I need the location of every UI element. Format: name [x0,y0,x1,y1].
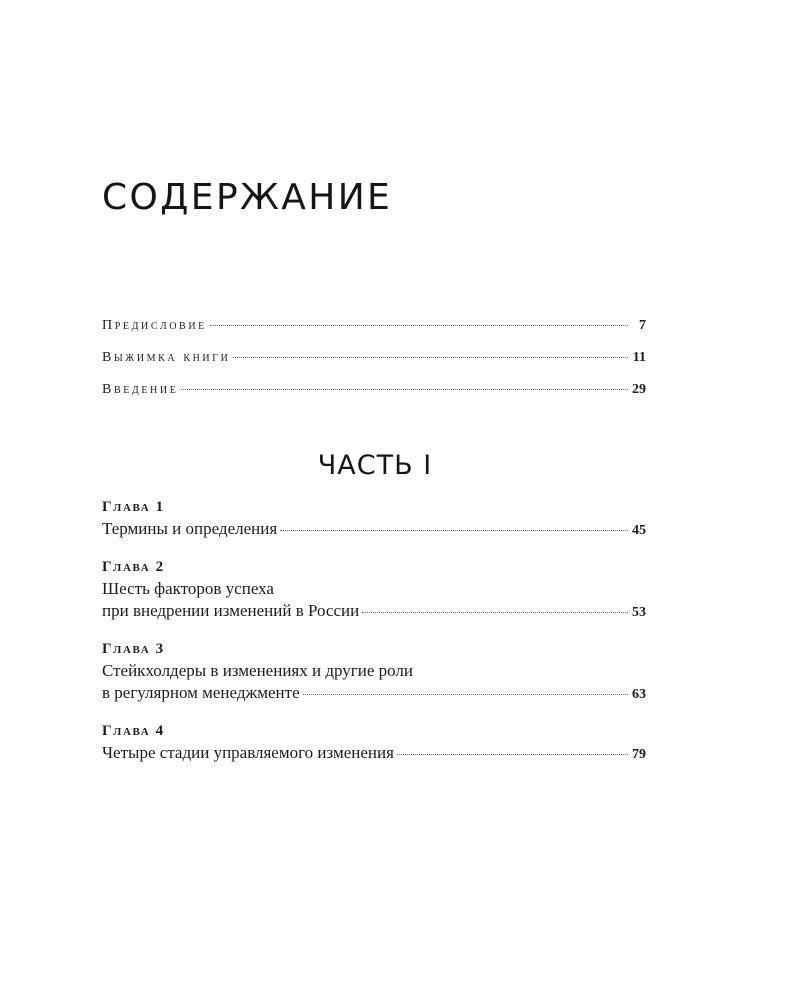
toc-entry-summary [102,350,646,382]
toc-entry-preface [102,318,646,350]
front-matter-list [102,318,646,414]
dot-leader [362,612,628,613]
toc-page-number: 53 [632,605,646,620]
dot-leader [303,694,628,695]
chapter-title-row [102,682,646,706]
chapter-title-row [102,600,646,624]
chapter-list [102,496,646,780]
dot-leader [280,530,628,531]
toc-entry-label: Выжимка книги [102,350,231,365]
chapter-title: Стейкхолдеры в изменениях и другие роли [102,661,413,680]
toc-page-number: 7 [639,318,646,333]
chapter-title: Шесть факторов успеха [102,579,274,598]
dot-leader [181,389,628,390]
toc-page-number: 29 [632,382,646,397]
chapter-title-row [102,518,646,542]
part-title: ЧАСТЬ I [317,450,433,481]
chapter-entry-1 [102,496,646,542]
toc-page-number: 11 [632,350,646,365]
dot-leader [210,325,628,326]
toc-heading: СОДЕРЖАНИЕ [102,177,393,218]
chapter-label: Глава 2 [102,559,165,575]
toc-entry-label: Введение [102,382,179,397]
chapter-entry-2 [102,556,646,624]
chapter-title-row [102,742,646,766]
dot-leader [397,754,628,755]
toc-page-number: 45 [632,523,646,538]
chapter-label: Глава 4 [102,723,165,739]
toc-entry-label: Предисловие [102,318,207,333]
chapter-label: Глава 1 [102,499,165,515]
chapter-title: Термины и определения [102,519,278,538]
chapter-title: Четыре стадии управляемого изменения [102,743,394,762]
dot-leader [233,357,628,358]
chapter-title-continued: в регулярном менеджменте [102,683,300,702]
chapter-title-continued: при внедрении изменений в России [102,601,360,620]
toc-entry-introduction [102,382,646,414]
toc-page-number: 63 [632,687,646,702]
chapter-label: Глава 3 [102,641,165,657]
toc-page-number: 79 [632,747,646,762]
chapter-entry-4 [102,720,646,766]
chapter-entry-3 [102,638,646,706]
